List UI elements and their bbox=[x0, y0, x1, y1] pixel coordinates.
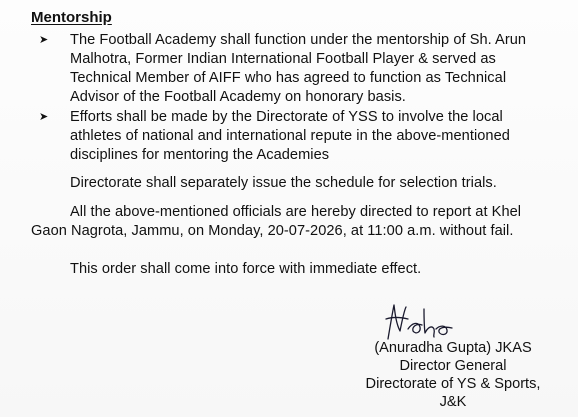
report-paragraph-line-1: All the above-mentioned officials are hereby directed to report at Khel bbox=[70, 204, 522, 220]
section-heading: Mentorship bbox=[31, 9, 112, 26]
signatory-office: Directorate of YS & Sports, bbox=[365, 376, 541, 392]
bullet-arrow-icon: ➤ bbox=[39, 111, 49, 123]
bullet-arrow-icon: ➤ bbox=[39, 34, 49, 46]
bullet-1-line-2: Malhotra, Former Indian International Football Player & served as bbox=[70, 51, 496, 67]
effect-paragraph: This order shall come into force with immediate effect. bbox=[70, 261, 422, 277]
signatory-name: (Anuradha Gupta) JKAS bbox=[374, 340, 532, 356]
bullet-2-line-2: athletes of national and international repute in the above-mentioned bbox=[70, 128, 510, 144]
signatory-region: J&K bbox=[439, 394, 467, 410]
signatory-designation: Director General bbox=[399, 358, 507, 374]
signatory-block bbox=[338, 339, 568, 411]
bullet-1-line-1: The Football Academy shall function under the mentorship of Sh. Arun bbox=[70, 32, 527, 48]
schedule-paragraph: Directorate shall separately issue the schedule for selection trials. bbox=[70, 175, 497, 191]
bullet-2-line-3: disciplines for mentoring the Academies bbox=[70, 147, 330, 163]
bullet-1-line-4: Advisor of the Football Academy on honorary basis. bbox=[70, 89, 406, 105]
bullet-1-line-3: Technical Member of AIFF who has agreed to function as Technical bbox=[70, 70, 507, 86]
report-paragraph-line-2: Gaon Nagrota, Jammu, on Monday, 20-07-2026, at 11:00 a.m. without fail. bbox=[31, 223, 514, 239]
bullet-2-line-1: Efforts shall be made by the Directorate of YSS to involve the local bbox=[70, 109, 503, 125]
